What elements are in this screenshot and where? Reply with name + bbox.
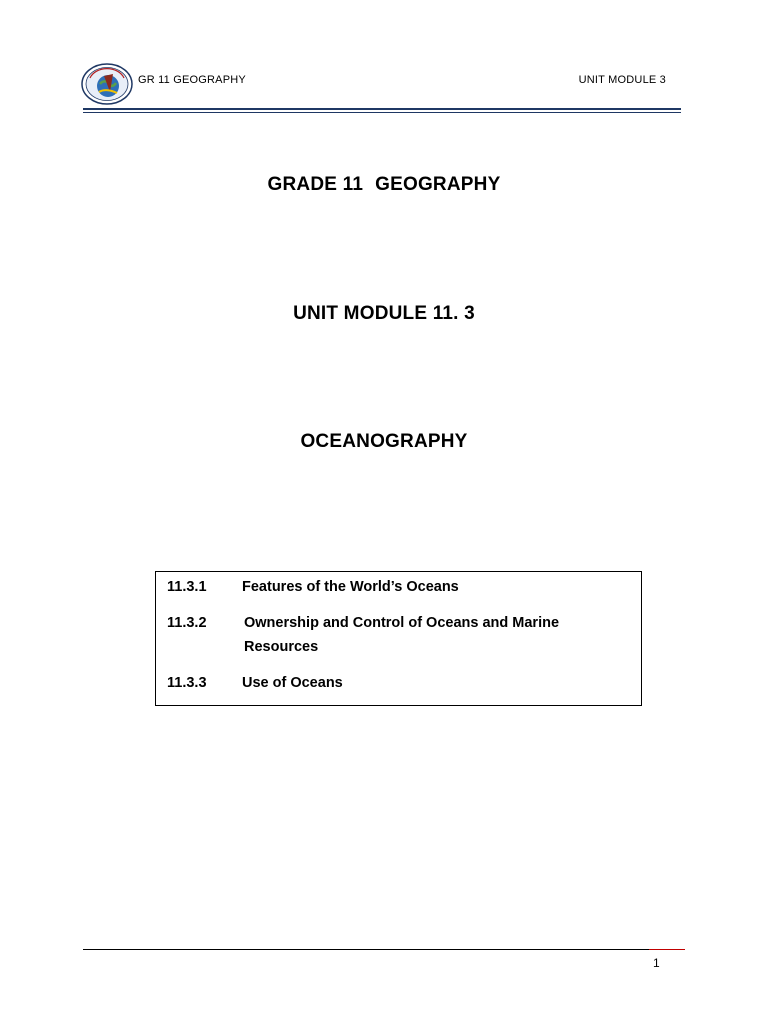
contents-item-label: Use of Oceans xyxy=(242,675,343,691)
contents-item-number: 11.3.2 xyxy=(167,615,207,631)
contents-item-number: 11.3.1 xyxy=(167,579,207,595)
contents-item-label-continued: Resources xyxy=(244,639,319,655)
header-divider xyxy=(83,108,681,110)
contents-item-number: 11.3.3 xyxy=(167,675,207,691)
topic-title: OCEANOGRAPHY xyxy=(300,431,468,452)
footer-divider xyxy=(83,949,649,950)
footer-divider-accent xyxy=(649,949,685,950)
grade-title xyxy=(0,174,768,196)
unit-title: UNIT MODULE 11. 3 xyxy=(293,303,475,324)
education-emblem-icon xyxy=(80,62,134,106)
subject-label: GEOGRAPHY xyxy=(375,174,501,195)
contents-box xyxy=(155,571,642,706)
header-module-label: UNIT MODULE 3 xyxy=(578,74,666,86)
grade-label: GRADE 11 xyxy=(267,174,364,195)
header-course-label: GR 11 GEOGRAPHY xyxy=(138,74,246,86)
page-number: 1 xyxy=(653,956,660,970)
header-divider-thin xyxy=(83,112,681,113)
contents-item-label: Features of the World’s Oceans xyxy=(242,579,459,595)
contents-item-label: Ownership and Control of Oceans and Marine xyxy=(244,615,560,631)
